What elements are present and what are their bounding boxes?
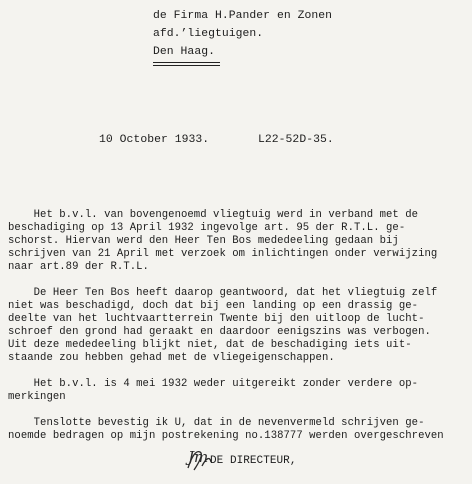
- address-underline-second: [153, 65, 220, 66]
- body-line: niet was beschadigd, doch dat bij een landing op een drassig ge-: [8, 300, 419, 312]
- body-line: Tenslotte bevestig ik U, dat in de nevenvermeld schrijven ge-: [8, 417, 425, 429]
- body-line: schroef den grond had geraakt en daardoor eenigszins was verbogen.: [8, 326, 431, 338]
- address-line-department: afd.’liegtuigen.: [153, 28, 264, 40]
- body-line: naar art.89 der R.T.L.: [8, 261, 149, 273]
- address-underline: [153, 62, 220, 63]
- body-line: schorst. Hiervan werd den Heer Ten Bos mededeeling gedaan bij: [8, 235, 399, 247]
- body-line: beschadiging op 13 April 1932 ingevolge art. 95 der R.T.L. ge-: [8, 222, 406, 234]
- letter-date: 10 October 1933.: [99, 134, 210, 146]
- body-line: Het b.v.l. is 4 mei 1932 weder uitgereikt zonder verdere op-: [8, 378, 419, 390]
- body-line: schrijven van 21 April met verzoek om inlichtingen onder verwijzing: [8, 248, 438, 260]
- letter-reference: L22-52D-35.: [258, 134, 334, 146]
- address-line-firm: de Firma H.Pander en Zonen: [153, 10, 333, 22]
- body-line: De Heer Ten Bos heeft daarop geantwoord, dat het vliegtuig zelf: [8, 287, 438, 299]
- body-line: merkingen: [8, 391, 66, 403]
- handwritten-initials: Jm: [188, 448, 209, 466]
- body-line: noemde bedragen op mijn postrekening no.138777 werden overgeschreven: [8, 430, 444, 442]
- signature-block: [180, 450, 380, 480]
- body-line: Het b.v.l. van bovengenoemd vliegtuig werd in verband met de: [8, 209, 419, 221]
- address-line-city: Den Haag.: [153, 46, 215, 58]
- body-line: deelte van het luchtvaartterrein Twente bij den uitloop de lucht-: [8, 313, 425, 325]
- body-line: staande zou hebben gehad met de vliegeigenschappen.: [8, 352, 335, 364]
- body-line: Uit deze mededeeling blijkt niet, dat de beschadiging iets uit-: [8, 339, 412, 351]
- signature-title: DE DIRECTEUR,: [210, 455, 297, 467]
